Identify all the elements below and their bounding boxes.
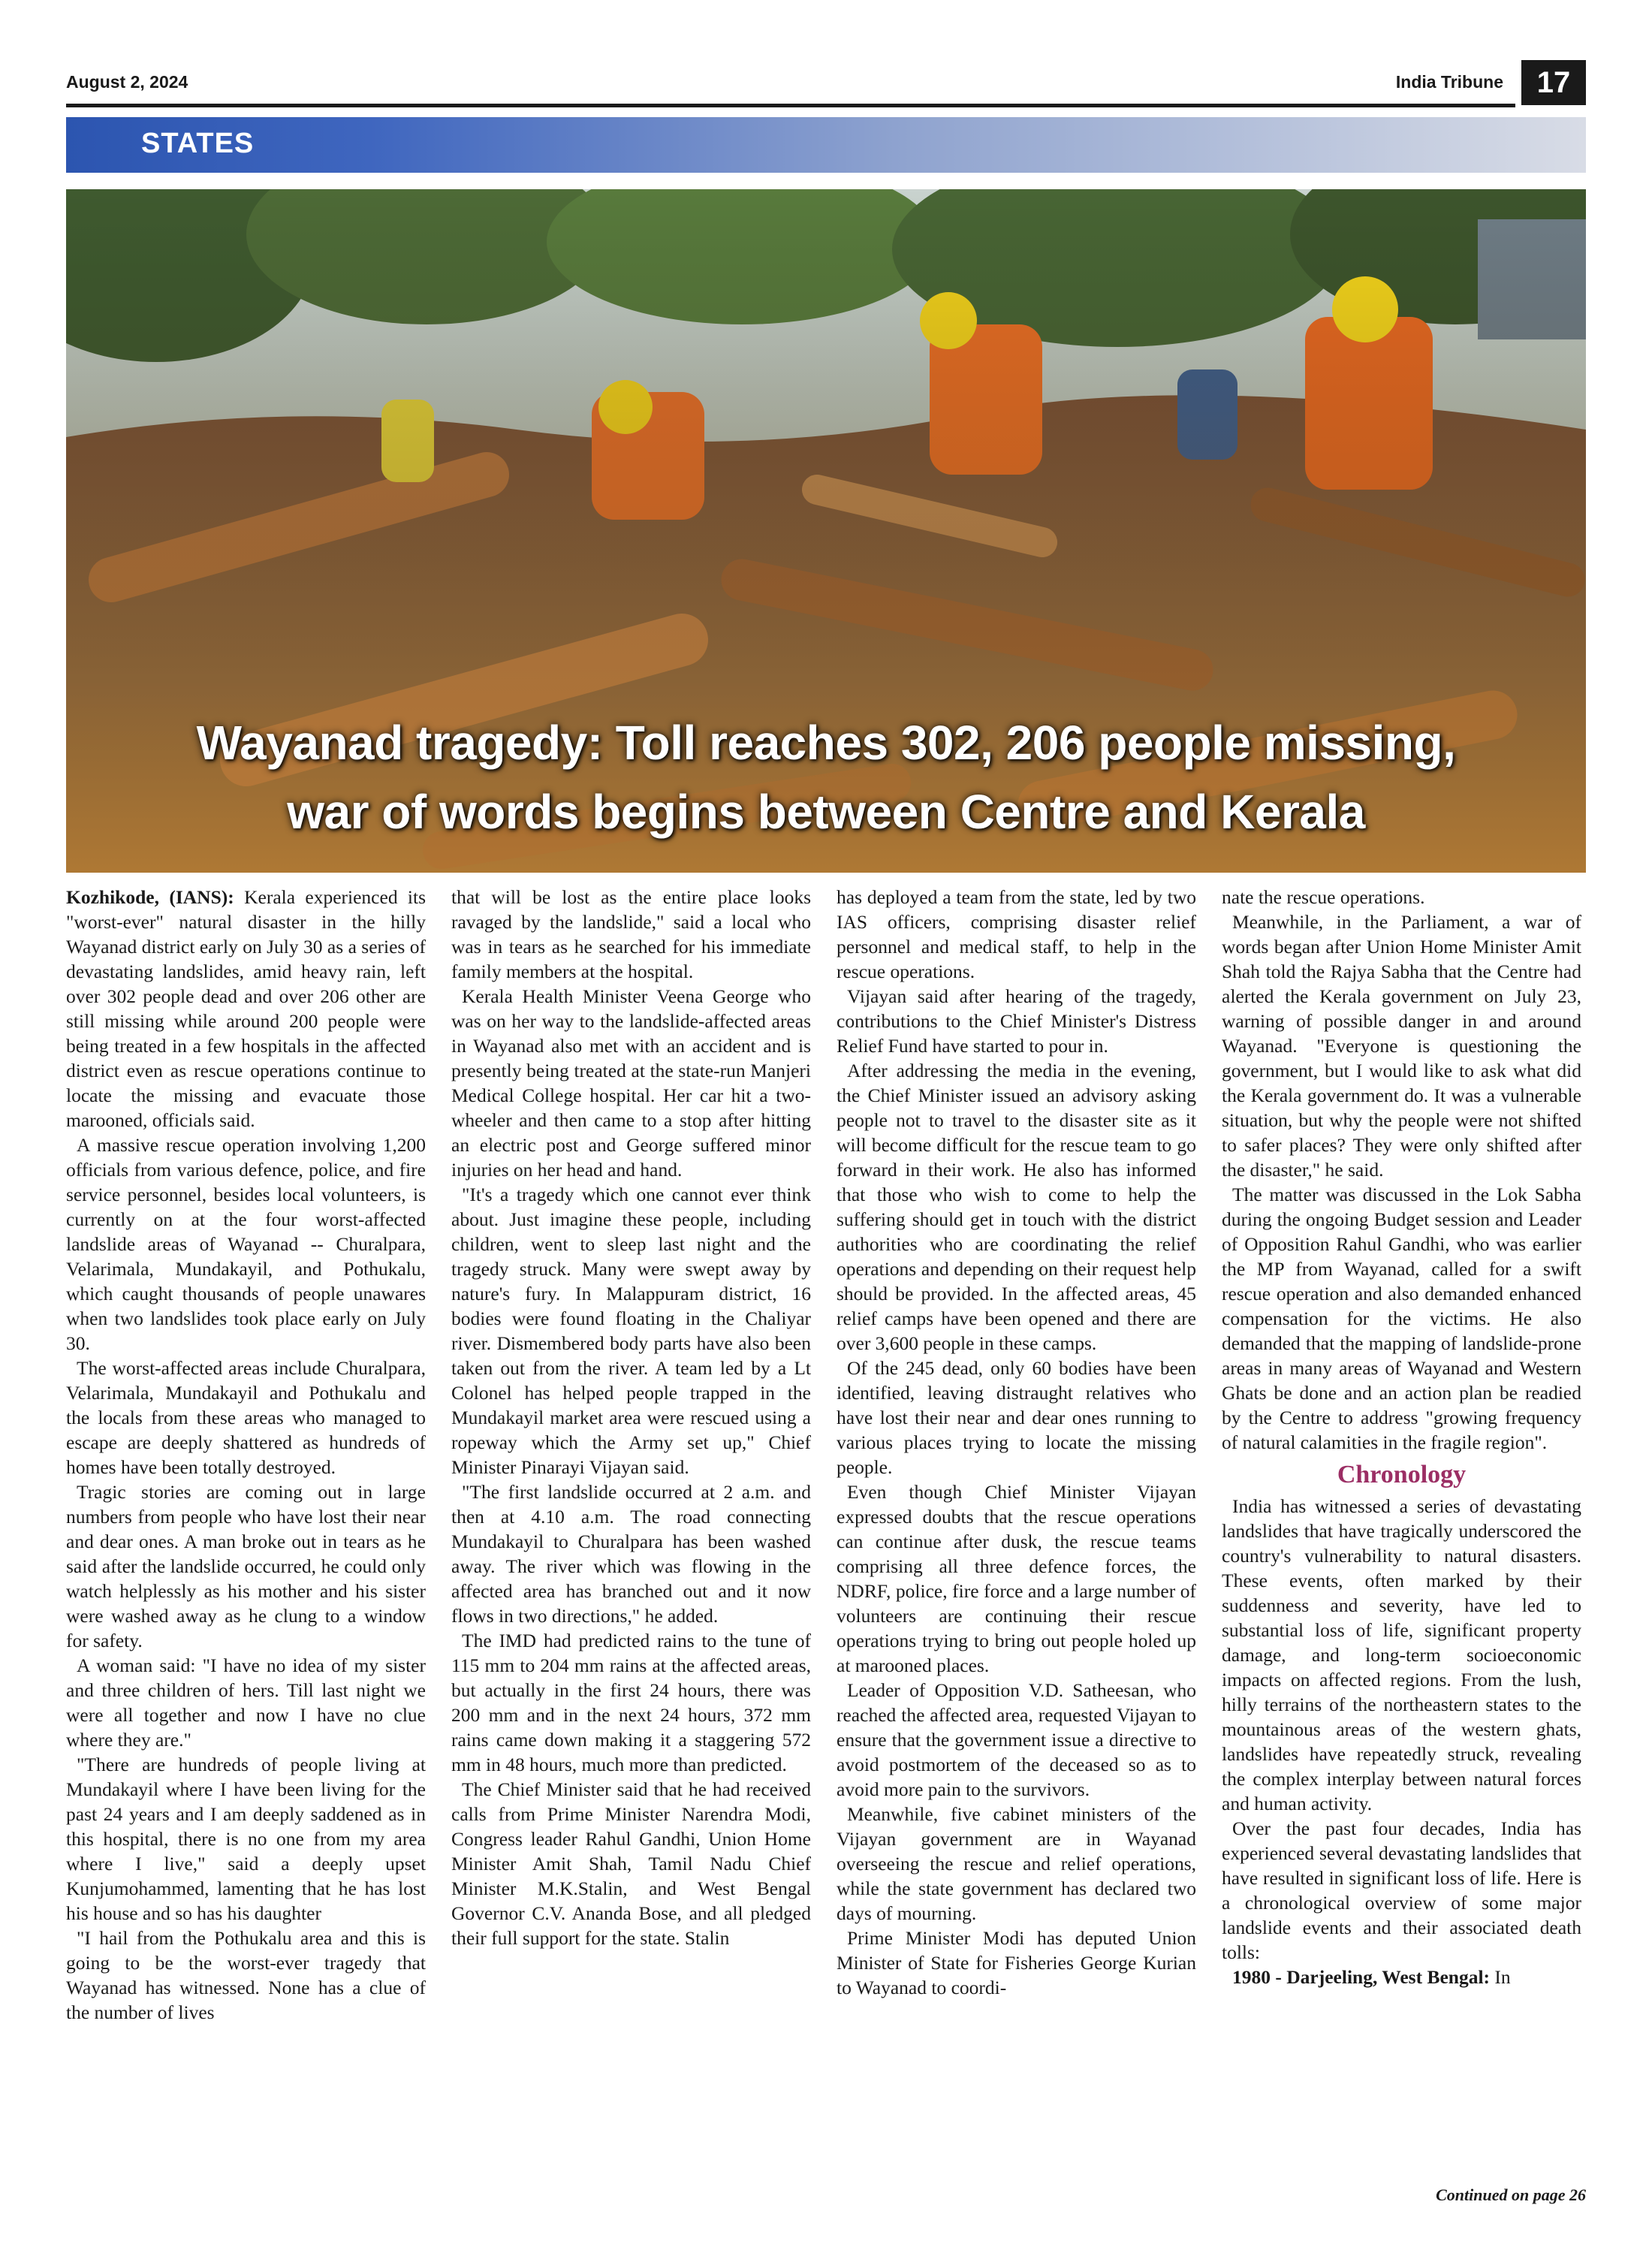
- lead-photo: [66, 189, 1586, 873]
- paragraph: Even though Chief Minister Vijayan expressed doubts that the rescue operations can continue after dusk, the rescue teams comprising all three defence forces, the NDRF, police, fire force and a large number of volunteers are continuing their rescue operations trying to bring out people holed up at marooned places.: [837, 1481, 1196, 1676]
- paragraph: nate the rescue operations.: [1222, 886, 1425, 908]
- dateline: Kozhikode, (IANS):: [66, 886, 234, 908]
- paragraph: "It's a tragedy which one cannot ever think about. Just imagine these people, including children, went to sleep last night and the tragedy struck. Many were swept away by nature's fury. In Malappuram district, 16 bodies were found floating in the Chaliyar river. Dismembered body parts have also been taken out from the river. A team led by a Lt Colonel has helped people trapped in the Mundakayil market area were rescued using a ropeway which the Army set up," Chief Minister Pinarayi Vijayan said.: [451, 1184, 811, 1478]
- section-banner: [66, 117, 1586, 173]
- paragraph: "The first landslide occurred at 2 a.m. and then at 4.10 a.m. The road connecting Mundakayil to Churalpara has been washed away. The river which was flowing in the affected area has branched out and it now flows in two directions," he added.: [451, 1481, 811, 1627]
- paragraph-text: Kerala experienced its "worst-ever" natural disaster in the hilly Wayanad district early on July 30 as a series of devastating landslides, amid heavy rain, left over 302 people dead and over 206 other are still missing while around 200 people were being treated in a few hospitals in the affected district even as rescue operations continue to locate the missing and evacuate those marooned, officials said.: [66, 886, 426, 1131]
- subheading-chronology: Chronology: [1337, 1461, 1467, 1488]
- paragraph: Tragic stories are coming out in large numbers from people who have lost their near and dear ones. A man broke out in tears as he said after the landslide occurred, he could only watch helplessly as his mother and his sister were washed away as he clung to a window for safety.: [66, 1481, 426, 1651]
- article-body: [66, 885, 1586, 2215]
- continued-note: Continued on page 26: [1436, 2185, 1586, 2204]
- paragraph: Meanwhile, in the Parliament, a war of words began after Union Home Minister Amit Shah told the Rajya Sabha that the Centre had alerted the Kerala government on July 23, warning of possible danger in and around Wayanad. "Everyone is questioning the government, but I would like to ask what did the Kerala government do. It was a vulnerable situation, but why the people were not shifted to safer places? They were only shifted after the disaster," he said.: [1222, 911, 1581, 1181]
- paragraph: The worst-affected areas include Churalpara, Velarimala, Mundakayil and Pothukalu and the locals from these areas who managed to escape are deeply shattered as hundreds of homes have been totally destroyed.: [66, 1357, 426, 1478]
- chronology-entry-text: In: [1494, 1966, 1511, 1988]
- masthead: [66, 59, 1586, 107]
- paragraph: Meanwhile, five cabinet ministers of the Vijayan government are in Wayanad overseeing the rescue and relief operations, while the state government has declared two days of mourning.: [837, 1803, 1196, 1924]
- paragraph: After addressing the media in the evening, the Chief Minister issued an advisory asking people not to travel to the disaster site as it will become difficult for the rescue team to go forward in their work. He also has informed that those who wish to come to help the suffering should get in touch with the district authorities who are coordinating the relief operations and depending on their request help should be provided. In the affected areas, 45 relief camps have been opened and there are over 3,600 people in these camps.: [837, 1060, 1196, 1354]
- paragraph: "There are hundreds of people living at Mundakayil where I have been living for the past 24 years and I am deeply saddened as in this hospital, there is no one from my area where I live," said a deeply upset Kunjumohammed, lamenting that he has lost his house and so has his daughter: [66, 1754, 426, 1924]
- paragraph: Leader of Opposition V.D. Satheesan, who reached the affected area, requested Vijayan to ensure that the government issue a directive to avoid postmortem of the deceased so as to avoid more pain to the survivors.: [837, 1679, 1196, 1800]
- paragraph: "I hail from the Pothukalu area and this is going to be the worst-ever tragedy that Wayanad has witnessed. None has a clue of the number of lives: [66, 1927, 426, 2023]
- headline-line-1: Wayanad tragedy: Toll reaches 302, 206 people missing,: [196, 716, 1456, 770]
- paragraph: The IMD had predicted rains to the tune of 115 mm to 204 mm rains at the affected areas, but actually in the first 24 hours, there was 200 mm and in the next 24 hours, 372 mm rains came down making it a staggering 572 mm in 48 hours, much more than predicted.: [451, 1630, 811, 1775]
- article-column-4: [1222, 885, 1581, 2215]
- header-rule: [66, 104, 1515, 107]
- paragraph: has deployed a team from the state, led by two IAS officers, comprising disaster relief personnel and medical staff, to help in the rescue operations.: [837, 886, 1196, 982]
- paragraph: [66, 885, 426, 1133]
- article-column-1: [66, 885, 426, 2215]
- paragraph: that will be lost as the entire place looks ravaged by the landslide," said a local who was in tears as he searched for his immediate family members at the hospital.: [451, 886, 811, 982]
- paragraph: The matter was discussed in the Lok Sabha during the ongoing Budget session and Leader of Opposition Rahul Gandhi, who was earlier the MP from Wayanad, called for a swift rescue operation and also demanded enhanced compensation for the victims. He also demanded that the mapping of landslide-prone areas in many areas of Wayanad and Western Ghats be done and an action plan be readied by the Centre to address "growing frequency of natural calamities in the fragile region".: [1222, 1184, 1581, 1453]
- article-column-2: [451, 885, 811, 2215]
- paragraph: A woman said: "I have no idea of my sister and three children of hers. Till last night we were all together and now I have no clue where they are.": [66, 1654, 426, 1751]
- chronology-entry-lead: 1980 - Darjeeling, West Bengal:: [1232, 1966, 1491, 1988]
- paragraph: [1222, 1965, 1581, 1989]
- paragraph: Kerala Health Minister Veena George who was on her way to the landslide-affected areas in Wayanad also met with an accident and is presently being treated at the state-run Manjeri Medical College hospital. Her car hit a two-wheeler and then came to a stop after hitting an electric post and George suffered minor injuries on her head and hand.: [451, 985, 811, 1181]
- section-label: STATES: [141, 128, 255, 159]
- article-column-3: [837, 885, 1196, 2215]
- paragraph: India has witnessed a series of devastating landslides that have tragically underscored the country's vulnerability to natural disasters. These events, often marked by their suddenness and severity, have led to substantial loss of life, significant property damage, and long-term socioeconomic impacts on affected regions. From the lush, hilly terrains of the northeastern states to the mountainous areas of the western ghats, landslides have repeatedly struck, revealing the complex interplay between natural forces and human activity.: [1222, 1495, 1581, 1814]
- paragraph: A massive rescue operation involving 1,200 officials from various defence, police, and fire service personnel, besides local volunteers, is currently on at the four worst-affected landslide areas of Wayanad -- Churalpara, Velarimala, Mundakayil, and Pothukalu, which caught thousands of people unawares when two landslides took place early on July 30.: [66, 1134, 426, 1354]
- paragraph: The Chief Minister said that he had received calls from Prime Minister Narendra Modi, Congress leader Rahul Gandhi, Union Home Minister Amit Shah, Tamil Nadu Chief Minister M.K.Stalin, and West Bengal Governor C.V. Ananda Bose, and all pledged their full support for the state. Stalin: [451, 1778, 811, 1949]
- issue-date: August 2, 2024: [66, 72, 188, 92]
- paragraph: Of the 245 dead, only 60 bodies have been identified, leaving distraught relatives who have lost their near and dear ones running to various places trying to locate the missing people.: [837, 1357, 1196, 1478]
- headline-line-2: war of words begins between Centre and Kerala: [287, 785, 1365, 839]
- paragraph: Prime Minister Modi has deputed Union Minister of State for Fisheries George Kurian to Wayanad to coordi-: [837, 1927, 1196, 1998]
- publication-name: India Tribune: [1395, 72, 1503, 92]
- paragraph: Over the past four decades, India has experienced several devastating landslides that have resulted in significant loss of life. Here is a chronological overview of some major landslide events and their associated death tolls:: [1222, 1817, 1581, 1963]
- paragraph: Vijayan said after hearing of the tragedy, contributions to the Chief Minister's Distress Relief Fund have started to pour in.: [837, 985, 1196, 1057]
- page-number: 17: [1521, 60, 1586, 105]
